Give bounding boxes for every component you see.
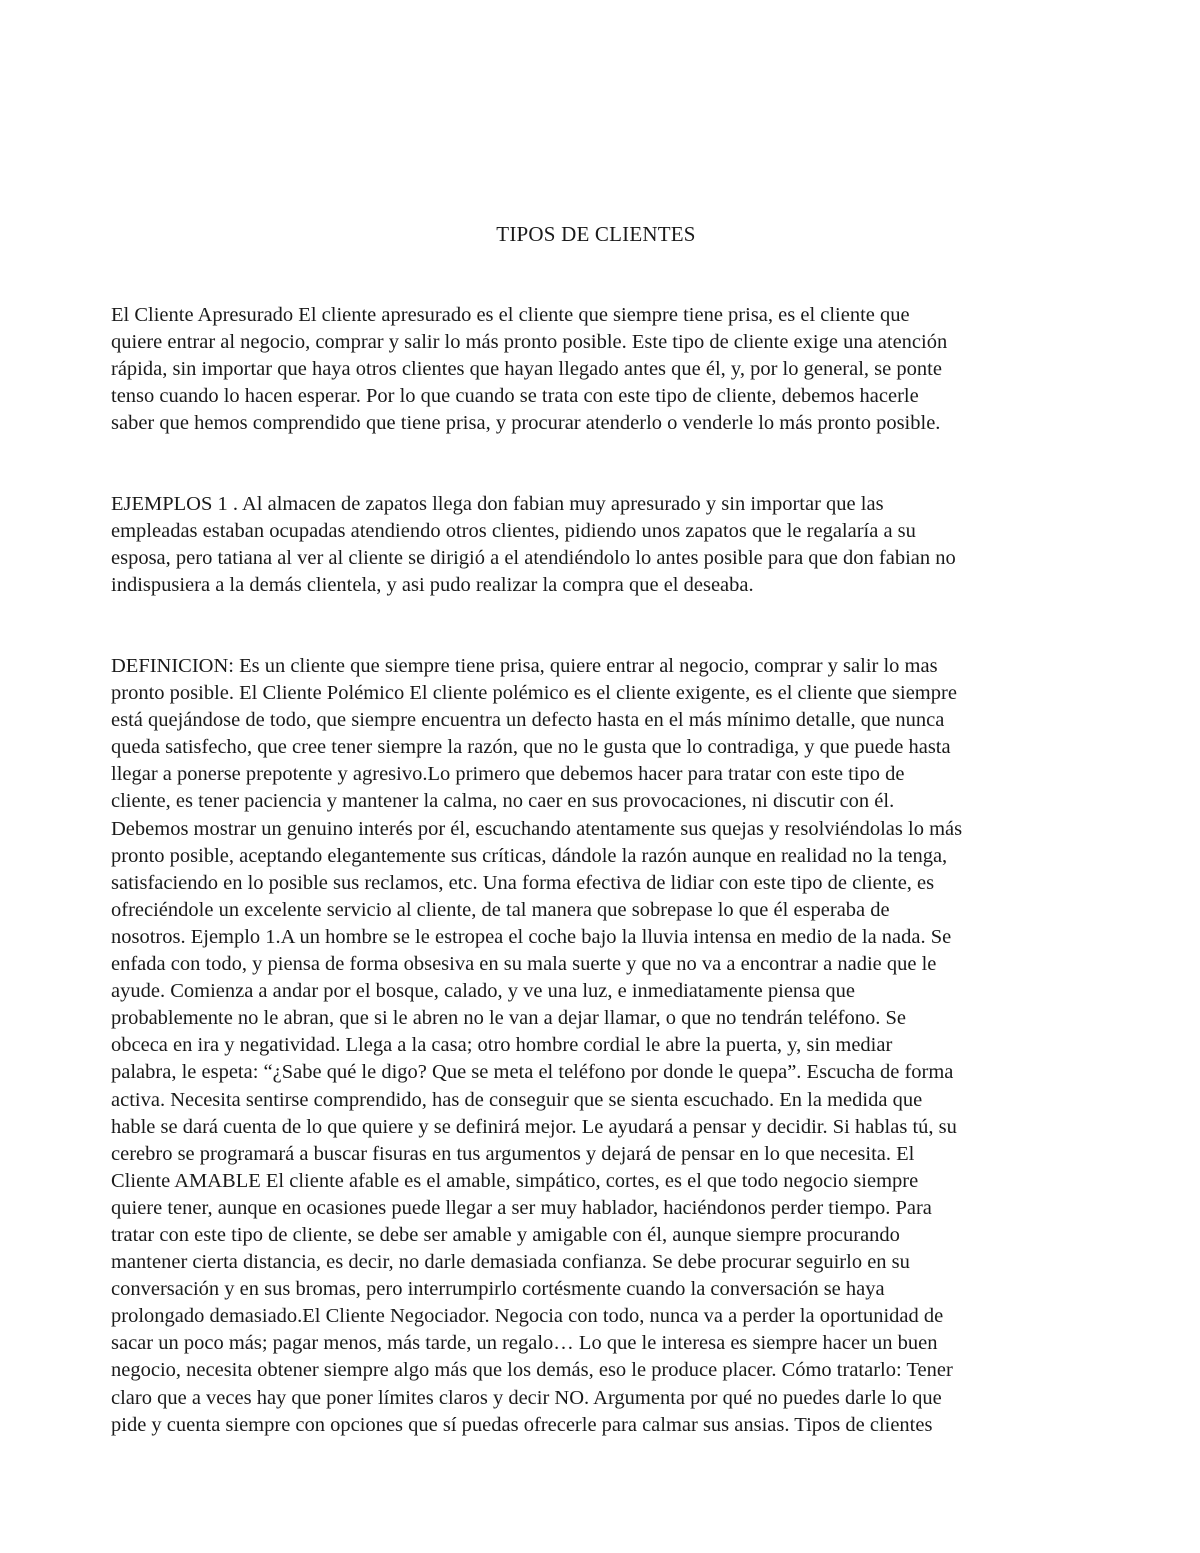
text-line: quiere tener, aunque en ocasiones puede llegar a ser muy hablador, haciéndonos perder tiempo. Para [111,1196,932,1219]
text-line: satisfaciendo en lo posible sus reclamos, etc. Una forma efectiva de lidiar con este tipo de cliente, es [111,871,935,894]
text-line: El Cliente Apresurado El cliente apresurado es el cliente que siempre tiene prisa, es el cliente que [111,304,910,326]
text-line: enfada con todo, y piensa de forma obsesiva en su mala suerte y que no va a encontrar a nadie que le [111,953,937,976]
text-line: conversación y en sus bromas, pero interrumpirlo cortésmente cuando la conversación se haya [111,1278,885,1301]
text-line: palabra, le espeta: “¿Sabe qué le digo? Que se meta el teléfono por donde le quepa”. Escucha de forma [111,1061,954,1084]
text-line: obceca en ira y negatividad. Llega a la casa; otro hombre cordial le abre la puerta, y, sin mediar [111,1034,893,1057]
text-line: quiere entrar al negocio, comprar y salir lo más pronto posible. Este tipo de cliente exige una atención [111,331,948,354]
text-line: Cliente AMABLE El cliente afable es el amable, simpático, cortes, es el que todo negocio siempre [111,1169,919,1192]
text-line: claro que a veces hay que poner límites claros y decir NO. Argumenta por qué no puedes darle lo que [111,1386,942,1409]
text-line: DEFINICION: Es un cliente que siempre tiene prisa, quiere entrar al negocio, comprar y salir lo mas [111,655,938,677]
text-line: cerebro se programará a buscar fisuras en tus argumentos y dejará de pensar en lo que necesita. El [111,1142,915,1165]
text-line: activa. Necesita sentirse comprendido, has de conseguir que se sienta escuchado. En la medida que [111,1088,923,1111]
text-line: rápida, sin importar que haya otros clientes que hayan llegado antes que él, y, por lo general, se ponte [111,358,942,381]
text-line: EJEMPLOS 1 . Al almacen de zapatos llega don fabian muy apresurado y sin importar que las [111,493,884,515]
paragraph-cliente-apresurado [111,302,1096,437]
text-line: ofreciéndole un excelente servicio al cliente, de tal manera que sobrepase lo que él esperaba de [111,898,890,921]
text-line: está quejándose de todo, que siempre encuentra un defecto hasta en el más mínimo detalle, que nunca [111,709,945,732]
text-line: queda satisfecho, que cree tener siempre la razón, que no le gusta que lo contradiga, y que puede hasta [111,736,951,759]
text-line: pronto posible. El Cliente Polémico El cliente polémico es el cliente exigente, es el cliente que siempre [111,682,957,705]
text-line: tratar con este tipo de cliente, se debe ser amable y amigable con él, aunque siempre procurando [111,1223,900,1246]
text-line: tenso cuando lo hacen esperar. Por lo que cuando se trata con este tipo de cliente, debemos hacerle [111,385,919,408]
paragraph-definicion [111,653,1096,1439]
text-line: empleadas estaban ocupadas atendiendo otros clientes, pidiendo unos zapatos que le regalaría a su [111,520,916,543]
text-line: pide y cuenta siempre con opciones que sí puedas ofrecerle para calmar sus ansias. Tipos de clientes [111,1413,933,1436]
text-line: esposa, pero tatiana al ver al cliente se dirigió a el atendiéndolo lo antes posible para que don fabian no [111,547,956,570]
text-line: llegar a ponerse prepotente y agresivo.Lo primero que debemos hacer para tratar con este tipo de [111,763,905,786]
text-line: indispusiera a la demás clientela, y asi pudo realizar la compra que el deseaba. [111,574,754,597]
text-line: ayude. Comienza a andar por el bosque, calado, y ve una luz, e inmediatamente piensa que [111,980,855,1003]
text-line: probablemente no le abran, que si le abren no le van a dejar llamar, o que no tendrán teléfono. Se [111,1007,906,1030]
text-line: prolongado demasiado.El Cliente Negociador. Negocia con todo, nunca va a perder la oportunidad de [111,1305,944,1328]
text-line: hable se dará cuenta de lo que quiere y se definirá mejor. Le ayudará a pensar y decidir. Si hablas tú, su [111,1115,957,1138]
text-line: nosotros. Ejemplo 1.A un hombre se le estropea el coche bajo la lluvia intensa en medio de la nada. Se [111,925,952,948]
text-line: cliente, es tener paciencia y mantener la calma, no caer en sus provocaciones, ni discutir con él. [111,790,895,813]
paragraph-ejemplos [111,491,1096,599]
text-line: saber que hemos comprendido que tiene prisa, y procurar atenderlo o venderle lo más pronto posible. [111,412,941,435]
text-line: mantener cierta distancia, es decir, no darle demasiada confianza. Se debe procurar seguirlo en su [111,1251,910,1274]
document-title: TIPOS DE CLIENTES [496,222,696,246]
text-line: negocio, necesita obtener siempre algo más que los demás, eso le produce placer. Cómo tratarlo: Tener [111,1359,953,1382]
text-line: sacar un poco más; pagar menos, más tarde, un regalo… Lo que le interesa es siempre hacer un buen [111,1332,938,1355]
text-line: pronto posible, aceptando elegantemente sus críticas, dándole la razón aunque en realidad no la tenga, [111,844,948,867]
text-line: Debemos mostrar un genuino interés por él, escuchando atentamente sus quejas y resolviéndolas lo más [111,817,963,840]
